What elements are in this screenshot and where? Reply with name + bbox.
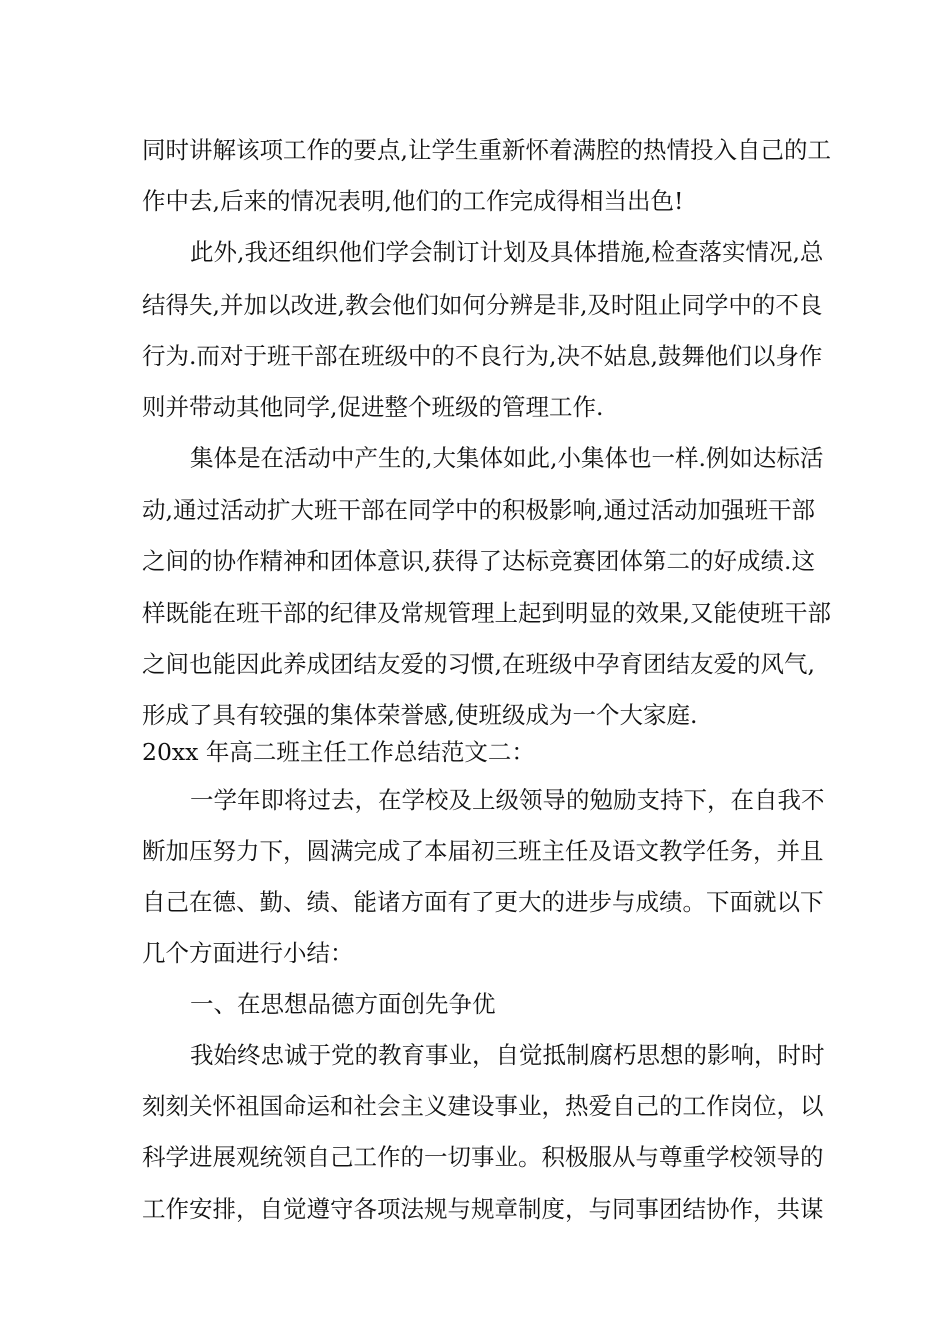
paragraph-line: 刻刻关怀祖国命运和社会主义建设事业，热爱自己的工作岗位，以 — [142, 1092, 824, 1120]
paragraph-line: 断加压努力下，圆满完成了本届初三班主任及语文教学任务，并且 — [142, 837, 824, 865]
paragraph-line: 工作安排，自觉遵守各项法规与规章制度，与同事团结协作，共谋 — [142, 1195, 824, 1223]
section-heading: 20xx 年高二班主任工作总结范文二： — [142, 738, 535, 766]
paragraph-line: 结得失,并加以改进,教会他们如何分辨是非,及时阻止同学中的不良 — [142, 291, 823, 319]
paragraph-line: 同时讲解该项工作的要点,让学生重新怀着满腔的热情投入自己的工 — [142, 136, 831, 164]
paragraph-line: 作中去,后来的情况表明,他们的工作完成得相当出色! — [142, 187, 684, 215]
paragraph-line: 样既能在班干部的纪律及常规管理上起到明显的效果,又能使班干部 — [142, 599, 831, 627]
paragraph-line: 科学进展观统领自己工作的一切事业。积极服从与尊重学校领导的 — [142, 1143, 824, 1171]
paragraph-line: 形成了具有较强的集体荣誉感,使班级成为一个大家庭. — [142, 701, 698, 729]
paragraph-line: 此外,我还组织他们学会制订计划及具体措施,检查落实情况,总 — [190, 238, 824, 266]
paragraph-line: 之间的协作精神和团体意识,获得了达标竞赛团体第二的好成绩.这 — [142, 547, 815, 575]
paragraph-line: 行为.而对于班干部在班级中的不良行为,决不姑息,鼓舞他们以身作 — [142, 342, 823, 370]
paragraph-line: 动,通过活动扩大班干部在同学中的积极影响,通过活动加强班干部 — [142, 496, 815, 524]
paragraph-line: 之间也能因此养成团结友爱的习惯,在班级中孕育团结友爱的风气, — [142, 650, 815, 678]
paragraph-line: 一学年即将过去，在学校及上级领导的勉励支持下，在自我不 — [190, 786, 825, 814]
paragraph-line: 则并带动其他同学,促进整个班级的管理工作. — [142, 393, 604, 421]
subsection-heading: 一、在思想品德方面创先争优 — [190, 990, 496, 1018]
paragraph-line: 自己在德、勤、绩、能诸方面有了更大的进步与成绩。下面就以下 — [142, 888, 824, 916]
paragraph-line: 我始终忠诚于党的教育事业，自觉抵制腐朽思想的影响，时时 — [190, 1041, 825, 1069]
paragraph-line: 几个方面进行小结： — [142, 939, 354, 967]
paragraph-line: 集体是在活动中产生的,大集体如此,小集体也一样.例如达标活 — [190, 444, 824, 472]
